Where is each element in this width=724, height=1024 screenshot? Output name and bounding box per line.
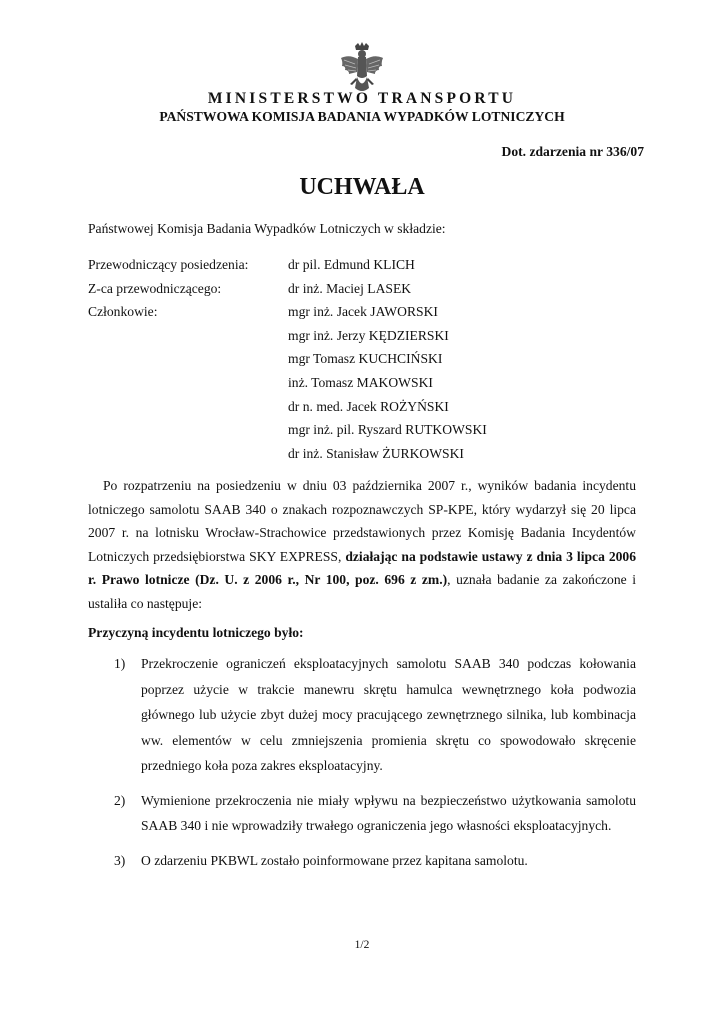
polish-eagle-emblem-icon bbox=[339, 42, 385, 96]
composition-table bbox=[88, 257, 487, 469]
finding-text: Przekroczenie ograniczeń eksploatacyjnych samolotu SAAB 340 podczas kołowania poprzez użycie w trakcie manewru skrętu hamulca wewnętrznego koła podwozia głównego lub użycie zbyt dużej mocy pracującego zewnętrznego silnika, lub kombinacja ww. elementów w celu zmniejszenia promienia skrętu co spowodowało skręcenie przedniego koła poza zakres eksploatacyjny. bbox=[141, 656, 636, 773]
role-label: Członkowie: bbox=[88, 304, 158, 320]
finding-text: Wymienione przekroczenia nie miały wpływu na bezpieczeństwo użytkowania samolotu SAAB 340 i nie wprowadziły trwałego ograniczenia jego własności eksploatacyjnych. bbox=[141, 792, 636, 833]
list-item bbox=[114, 651, 636, 779]
composition-row bbox=[88, 328, 487, 352]
ministry-name: MINISTERSTWO TRANSPORTU bbox=[207, 90, 517, 107]
member-name: dr inż. Stanisław ŻURKOWSKI bbox=[288, 445, 464, 461]
composition-row bbox=[88, 281, 487, 305]
role-label: Z-ca przewodniczącego: bbox=[88, 280, 222, 296]
finding-number: 1) bbox=[114, 656, 126, 671]
finding-text: O zdarzeniu PKBWL zostało poinformowane przez kapitana samolotu. bbox=[141, 852, 528, 868]
composition-row bbox=[88, 351, 487, 375]
list-item bbox=[114, 788, 636, 839]
composition-row bbox=[88, 446, 487, 470]
composition-row bbox=[88, 304, 487, 328]
member-name: dr inż. Maciej LASEK bbox=[288, 280, 412, 296]
composition-row bbox=[88, 375, 487, 399]
list-item bbox=[114, 848, 636, 874]
member-name: inż. Tomasz MAKOWSKI bbox=[288, 374, 433, 390]
resolution-text-2: , uznała badanie za zakończone i ustaliła co następuje: bbox=[88, 572, 636, 611]
cause-heading: Przyczyną incydentu lotniczego było: bbox=[88, 625, 304, 640]
member-name: mgr inż. pil. Ryszard RUTKOWSKI bbox=[288, 422, 487, 438]
findings-list bbox=[114, 651, 636, 882]
composition-row bbox=[88, 257, 487, 281]
composition-row bbox=[88, 422, 487, 446]
composition-intro: Państwowej Komisja Badania Wypadków Lotniczych w składzie: bbox=[88, 221, 446, 236]
member-name: mgr Tomasz KUCHCIŃSKI bbox=[288, 351, 443, 367]
resolution-paragraph bbox=[88, 474, 636, 616]
member-name: dr n. med. Jacek ROŻYŃSKI bbox=[288, 398, 449, 414]
member-name: dr pil. Edmund KLICH bbox=[288, 257, 415, 272]
role-label: Przewodniczący posiedzenia: bbox=[88, 257, 249, 272]
commission-name: PAŃSTWOWA KOMISJA BADANIA WYPADKÓW LOTNICZYCH bbox=[159, 109, 565, 124]
incident-reference: Dot. zdarzenia nr 336/07 bbox=[501, 144, 644, 159]
document-title: UCHWAŁA bbox=[299, 174, 425, 200]
resolution-text-1: Po rozpatrzeniu na posiedzeniu w dniu 03 października 2007 r., wyników badania incydentu lotniczego samolotu SAAB 340 o znakach rozpoznawczych SP-KPE, który wydarzył się 20 lipca 2007 r. na lotnisku Wrocław-Strachowice przedstawionych przez Komisję Badania Incydentów Lotniczych przedsiębiorstwa SKY EXPRESS, bbox=[88, 478, 636, 564]
page-number: 1/2 bbox=[354, 939, 370, 951]
finding-number: 2) bbox=[114, 792, 126, 808]
finding-number: 3) bbox=[114, 852, 126, 868]
legal-basis-text: działając na podstawie ustawy z dnia 3 lipca 2006 r. Prawo lotnicze (Dz. U. z 2006 r., Nr 100, poz. 696 z zm.) bbox=[88, 548, 637, 588]
composition-row bbox=[88, 399, 487, 423]
member-name: mgr inż. Jacek JAWORSKI bbox=[288, 304, 438, 320]
member-name: mgr inż. Jerzy KĘDZIERSKI bbox=[288, 327, 449, 343]
